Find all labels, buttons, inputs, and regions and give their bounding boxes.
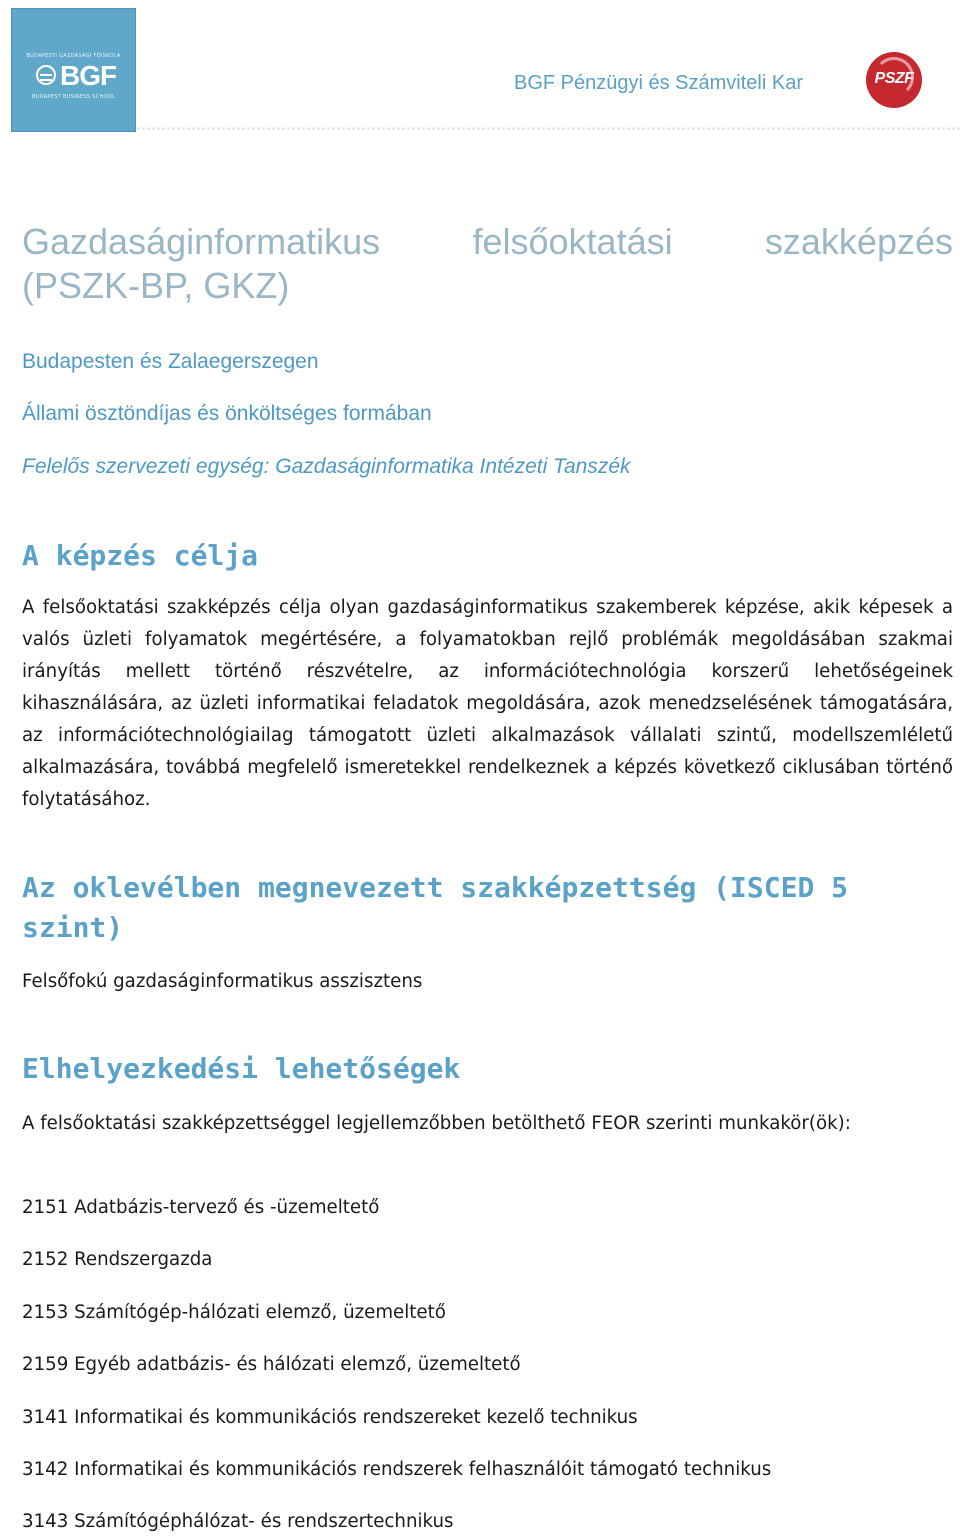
bgf-logo-top-text: BUDAPESTI GAZDASÁGI FŐISKOLA: [26, 53, 121, 59]
faculty-name: BGF Pénzügyi és Számviteli Kar: [514, 72, 803, 94]
title-word: szakképzés: [764, 221, 953, 262]
page-title: [22, 220, 953, 308]
title-word: Gazdaságinformatikus: [22, 221, 381, 262]
pszf-logo: [866, 52, 922, 108]
job-list-item: 2151 Adatbázis-tervező és -üzemeltető: [22, 1197, 380, 1218]
goal-heading: A képzés célja: [22, 539, 259, 572]
job-list-item: 3141 Informatikai és kommunikációs rendszereket kezelő technikus: [22, 1407, 638, 1428]
job-list-item: 3143 Számítógéphálózat- és rendszertechnikus: [22, 1511, 454, 1532]
responsible-unit: Felelős szervezeti egység: Gazdaságinformatika Intézeti Tanszék: [22, 455, 631, 478]
jobs-intro: A felsőoktatási szakképzettséggel legjellemzőbben betölthető FEOR szerinti munkakör(ök):: [22, 1113, 851, 1134]
goal-text: A felsőoktatási szakképzés célja olyan gazdaságinformatikus szakemberek képzése, akik képesek a valós üzleti folyamatok megértésére, a folyamatokban rejlő problémák megoldásában szakmai irányítás mellett történő részvételre, az információtechnológia korszerű lehetőségeinek kihasználására, az üzleti informatikai feladatok megoldására, azok menedzselésének támogatására, az információtechnológiailag támogatott üzleti alkalmazások vállalati szintű, modellszemléletű alkalmazására, továbbá megfelelő ismeretekkel rendelkeznek a képzés következő ciklusában történő folytatásához.: [22, 597, 953, 810]
job-list-item: 2159 Egyéb adatbázis- és hálózati elemző, üzemeltető: [22, 1354, 521, 1375]
funding-subtitle: Állami ösztöndíjas és önköltséges formában: [22, 402, 432, 425]
job-list-item: 2153 Számítógép-hálózati elemző, üzemeltető: [22, 1302, 446, 1323]
title-word: felsőoktatási: [472, 221, 673, 262]
title-line-2: (PSZK-BP, GKZ): [22, 265, 290, 306]
globe-icon: [36, 65, 56, 85]
location-subtitle: Budapesten és Zalaegerszegen: [22, 350, 319, 373]
qualification-heading: Az oklevélben megnevezett szakképzettség (ISCED 5 szint): [22, 871, 849, 944]
qualification-text: Felsőfokú gazdaságinformatikus asszisztens: [22, 971, 423, 992]
header-divider: [136, 126, 960, 132]
page-header: [0, 0, 960, 140]
job-list-item: 2152 Rendszergazda: [22, 1249, 213, 1270]
jobs-heading: Elhelyezkedési lehetőségek: [22, 1052, 461, 1085]
bgf-logo-word: BGF: [60, 60, 117, 91]
bgf-logo-bottom-text: BUDAPEST BUSINESS SCHOOL: [31, 94, 116, 100]
bgf-logo: [11, 8, 136, 132]
job-list-item: 3142 Informatikai és kommunikációs rendszerek felhasználóit támogató technikus: [22, 1459, 772, 1480]
pszf-logo-text: PSZF: [874, 70, 914, 87]
